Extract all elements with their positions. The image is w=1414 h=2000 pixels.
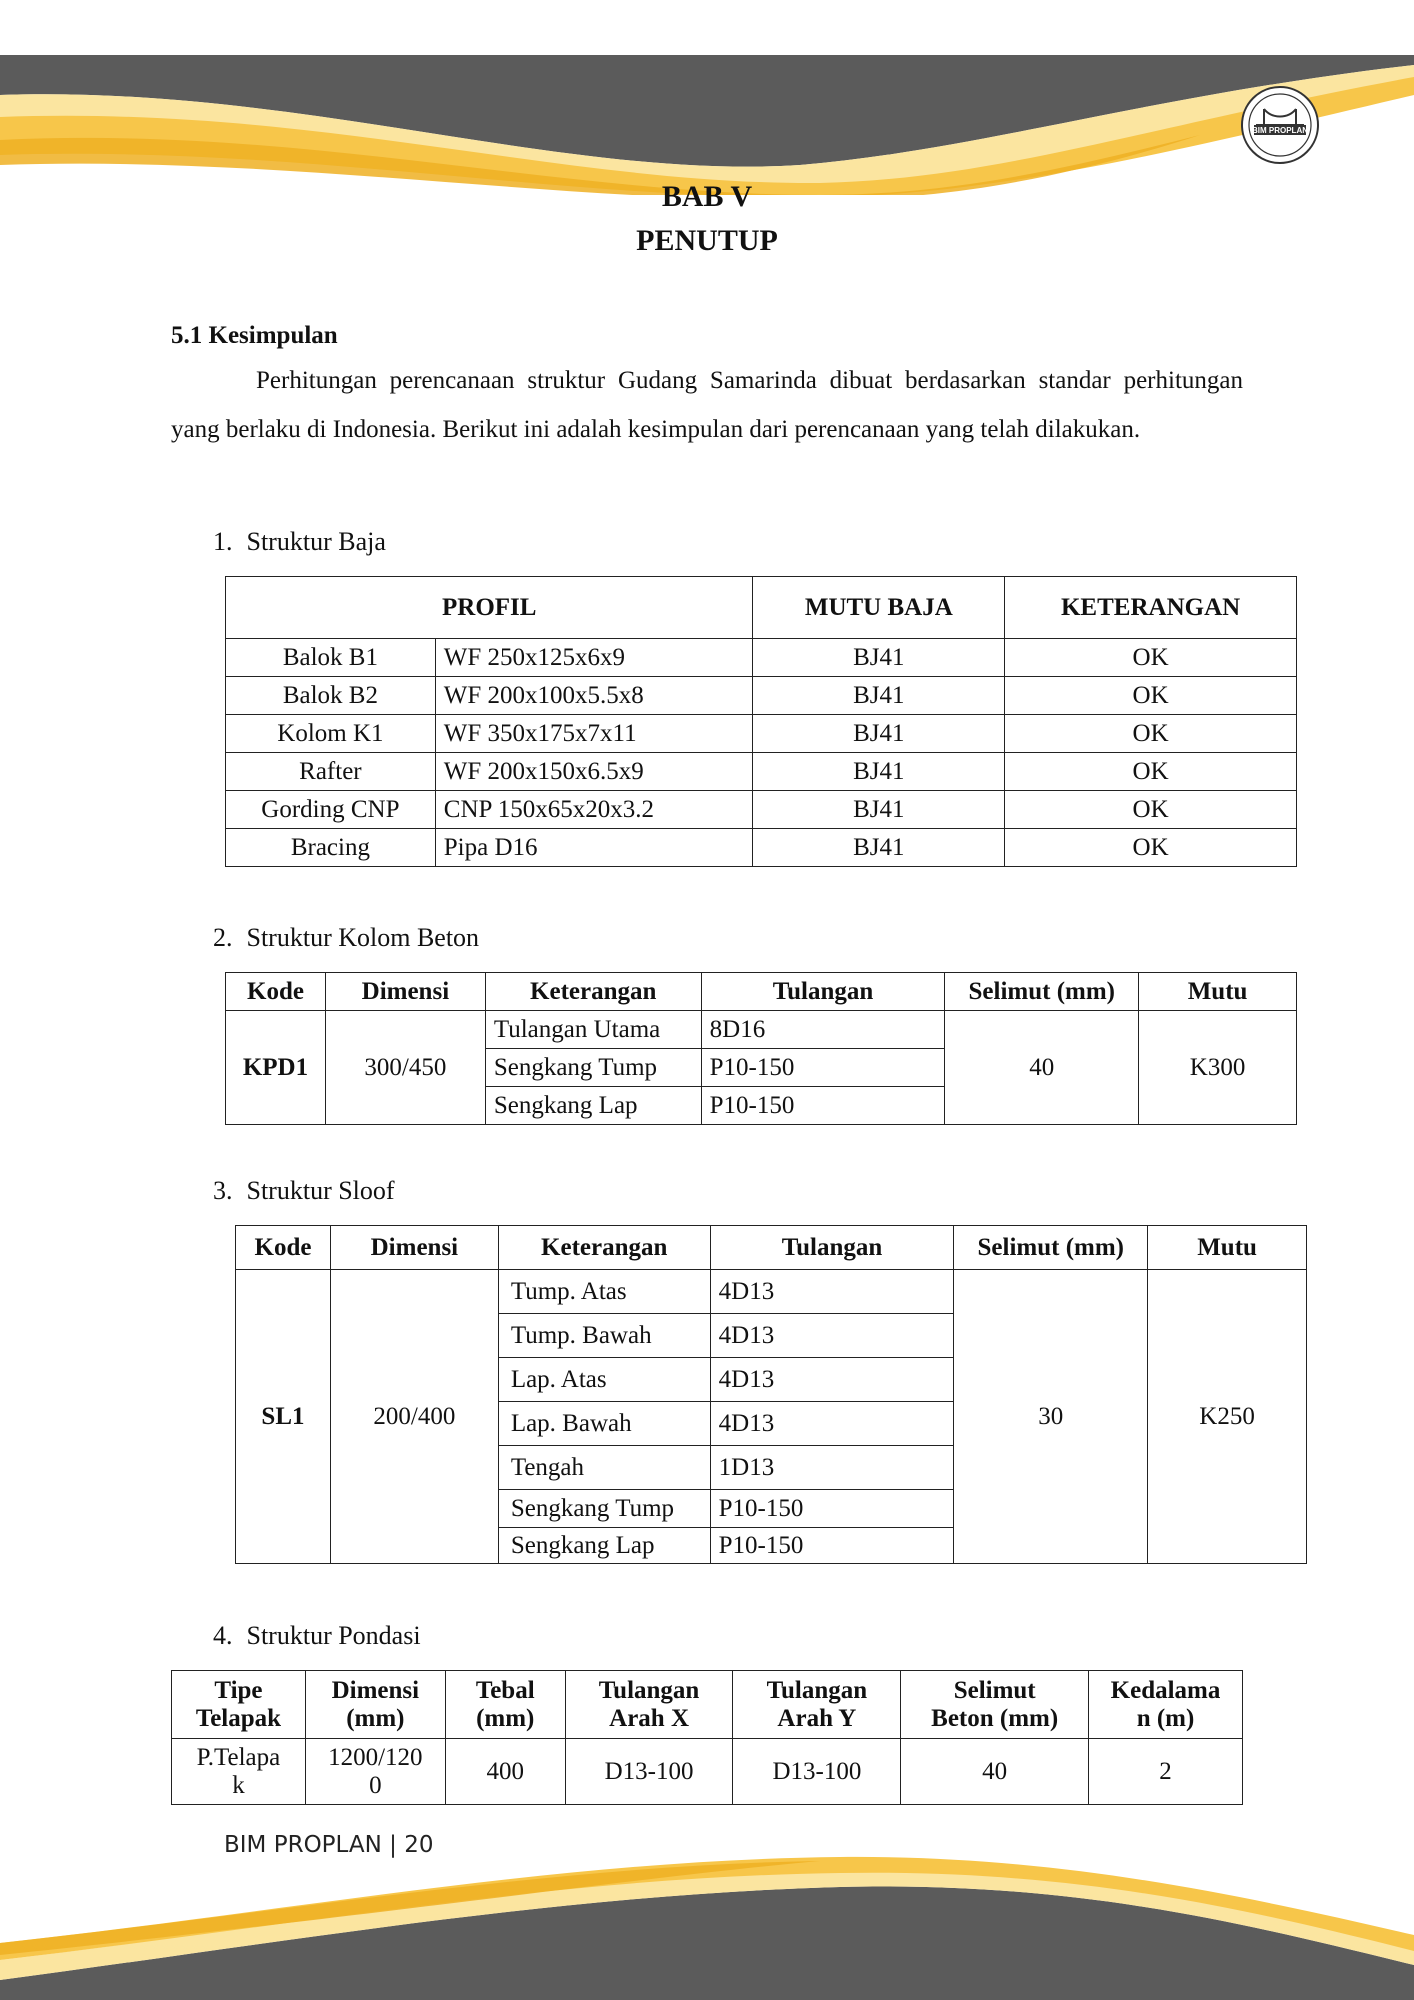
- footer-wave: [0, 1855, 1414, 2000]
- footer-separator: |: [389, 1832, 397, 1858]
- svg-text:BIM PROPLAN: BIM PROPLAN: [1252, 126, 1308, 135]
- table-row: Sengkang Lap P10-150: [226, 1087, 1297, 1125]
- table-row: Sengkang Tump P10-150: [226, 1049, 1297, 1087]
- footer-text: BIM PROPLAN: [224, 1832, 382, 1858]
- list-item: 2. Struktur Kolom Beton: [213, 923, 480, 952]
- baja-header-keterangan: KETERANGAN: [1005, 577, 1297, 639]
- baja-header-profil: PROFIL: [226, 577, 753, 639]
- table-row: SL1 200/400 Tump. Atas 4D13 30 K250: [236, 1270, 1307, 1314]
- baja-header-mutu: MUTU BAJA: [753, 577, 1005, 639]
- chapter-subtitle: PENUTUP: [636, 224, 778, 257]
- list-item: 4. Struktur Pondasi: [213, 1621, 421, 1650]
- sloof-kode: SL1: [236, 1270, 331, 1564]
- table-row: Lap. Atas 4D13: [236, 1358, 1307, 1402]
- sloof-table: Kode Dimensi Keterangan Tulangan Selimut (mm) Mutu SL1 200/400 Tump. Atas 4D13 30 K250 Tump. Bawah 4D13 Lap. Atas 4D13 Lap. Bawah 4D13 Tengah 1D13 Sengkang Tump P10-150 Sengkang Lap P10-150: [235, 1225, 1307, 1564]
- table-row: Sengkang Lap P10-150: [236, 1528, 1307, 1564]
- table-row: P.Telapa k 1200/120 0 400 D13-100 D13-100 40 2: [172, 1739, 1243, 1805]
- kolom-table: Kode Dimensi Keterangan Tulangan Selimut (mm) Mutu KPD1 300/450 Tulangan Utama 8D16 40 K300 Sengkang Tump P10-150 Sengkang Lap P10-150: [225, 972, 1297, 1125]
- baja-table: [225, 576, 1297, 867]
- table-row: Sengkang Tump P10-150: [236, 1490, 1307, 1528]
- paragraph-text: Perhitungan perencanaan struktur Gudang Samarinda dibuat berdasarkan standar perhitungan yang berlaku di Indonesia. Berikut ini adalah kesimpulan dari perencanaan yang telah dilakukan.: [171, 367, 1243, 443]
- table-row: Tump. Bawah 4D13: [236, 1314, 1307, 1358]
- kolom-kode: KPD1: [226, 1011, 326, 1125]
- table-row: Balok B2 WF 200x100x5.5x8 BJ41 OK: [226, 677, 1297, 715]
- table-row: KPD1 300/450 Tulangan Utama 8D16 40 K300: [226, 1011, 1297, 1049]
- table-row: Kolom K1 WF 350x175x7x11 BJ41 OK: [226, 715, 1297, 753]
- table-row: Tengah 1D13: [236, 1446, 1307, 1490]
- chapter-title: BAB V: [661, 180, 753, 213]
- table-row: Bracing Pipa D16 BJ41 OK: [226, 829, 1297, 867]
- section-paragraph: [171, 356, 1243, 454]
- table-row: Balok B1 WF 250x125x6x9 BJ41 OK: [226, 639, 1297, 677]
- table-row: Gording CNP CNP 150x65x20x3.2 BJ41 OK: [226, 791, 1297, 829]
- list-item: 3. Struktur Sloof: [213, 1176, 395, 1205]
- table-row: Rafter WF 200x150x6.5x9 BJ41 OK: [226, 753, 1297, 791]
- table-row: Lap. Bawah 4D13: [236, 1402, 1307, 1446]
- section-heading: 5.1 Kesimpulan: [171, 322, 338, 349]
- header-wave: [0, 55, 1414, 195]
- bim-proplan-logo: [1240, 85, 1320, 165]
- page-number: 20: [404, 1832, 434, 1858]
- pondasi-table: Tipe Telapak Dimensi (mm) Tebal (mm) Tulangan Arah X Tulangan Arah Y Selimut Beton (mm) Kedalama n (m) P.Telapa k 1200/120 0 400 D13-100 D13-100 40 2: [171, 1670, 1243, 1805]
- list-item: 1. Struktur Baja: [213, 527, 386, 556]
